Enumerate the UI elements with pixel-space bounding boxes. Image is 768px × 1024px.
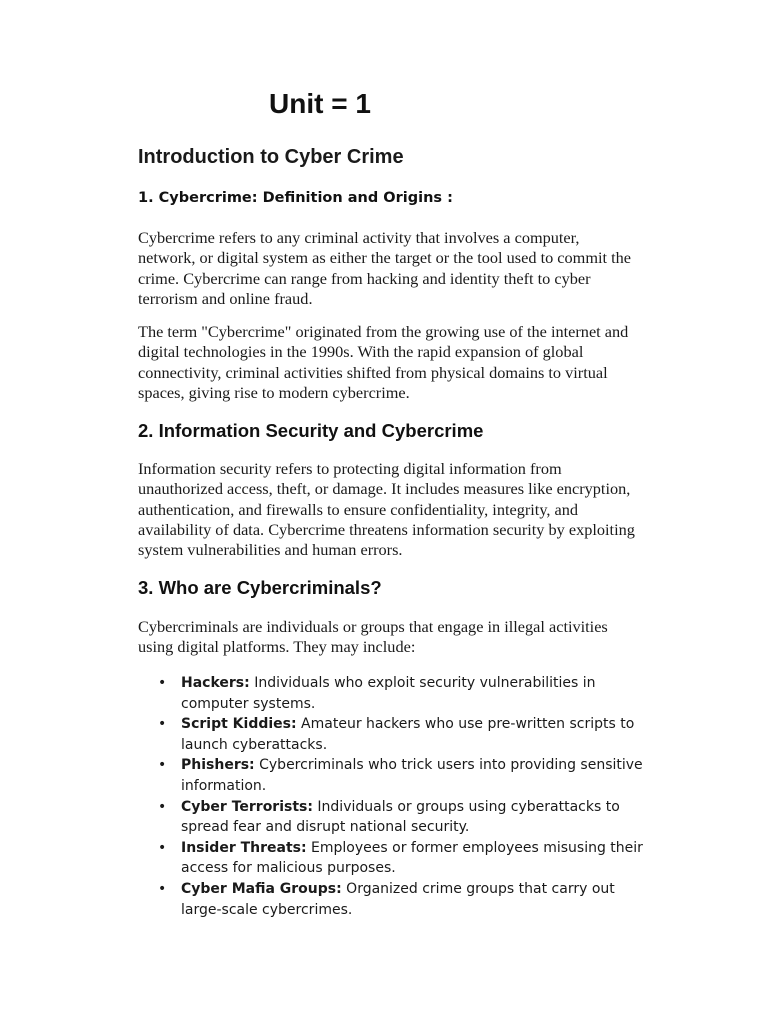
bullet-icon: • [158, 716, 167, 733]
list-item-cyber-terrorists [158, 797, 658, 838]
section-3-heading: 3. Who are Cybercriminals? [138, 577, 382, 598]
list-item-script-kiddies [158, 714, 658, 755]
section-1-paragraph-2: The term "Cybercrime" originated from the growing use of the internet and digital technologies in the 1990s. With the rapid expansion of global connectivity, criminal activities shifted from physical domains to virtual spaces, giving rise to modern cybercrime. [138, 322, 629, 402]
list-item-description: Individuals or groups using cyberattacks to spread fear and disrupt national security. [181, 798, 620, 836]
section-3-paragraph: Cybercriminals are individuals or groups that engage in illegal activities using digital platforms. They may include: [138, 617, 608, 657]
list-item-hackers [158, 673, 658, 714]
section-1-heading: 1. Cybercrime: Definition and Origins : [138, 190, 453, 206]
list-item-term: Hackers: [181, 675, 250, 691]
section-1-paragraph-1: Cybercrime refers to any criminal activity that involves a computer, network, or digital system as either the target or the tool used to commit the crime. Cybercrime can range from hacking and identity theft to cyber terrorism and online fraud. [138, 228, 632, 308]
cybercriminal-types-list [158, 673, 658, 920]
bullet-icon: • [158, 675, 167, 691]
list-item-term: Cyber Terrorists: [181, 798, 313, 815]
bullet-icon: • [158, 757, 167, 774]
bullet-icon: • [158, 798, 167, 815]
section-2-heading: 2. Information Security and Cybercrime [138, 420, 484, 441]
section-2-paragraph: Information security refers to protecting digital information from unauthorized access, theft, or damage. It includes measures like encryption, authentication, and firewalls to ensure confidentiality, integrity, and availability of data. Cybercrime threatens information security by exploiting system vulnerabilities and human errors. [138, 459, 635, 560]
list-item-description: Amateur hackers who use pre-written scripts to launch cyberattacks. [181, 716, 635, 753]
list-item-insider-threats [158, 838, 658, 879]
list-item-phishers [158, 755, 658, 796]
bullet-icon: • [158, 880, 167, 897]
unit-title: Unit = 1 [269, 88, 371, 119]
list-item-description: Individuals who exploit security vulnerabilities in computer systems. [181, 675, 596, 712]
list-item-term: Phishers: [181, 757, 255, 774]
list-item-term: Cyber Mafia Groups: [181, 880, 342, 897]
bullet-icon: • [158, 839, 167, 856]
list-item-term: Insider Threats: [181, 839, 307, 856]
list-item-description: Organized crime groups that carry out large-scale cybercrimes. [181, 880, 615, 918]
list-item-term: Script Kiddies: [181, 716, 297, 733]
document-title: Introduction to Cyber Crime [138, 146, 404, 168]
list-item-description: Employees or former employees misusing their access for malicious purposes. [181, 839, 643, 877]
list-item-cyber-mafia-groups [158, 879, 658, 920]
list-item-description: Cybercriminals who trick users into providing sensitive information. [181, 757, 643, 794]
